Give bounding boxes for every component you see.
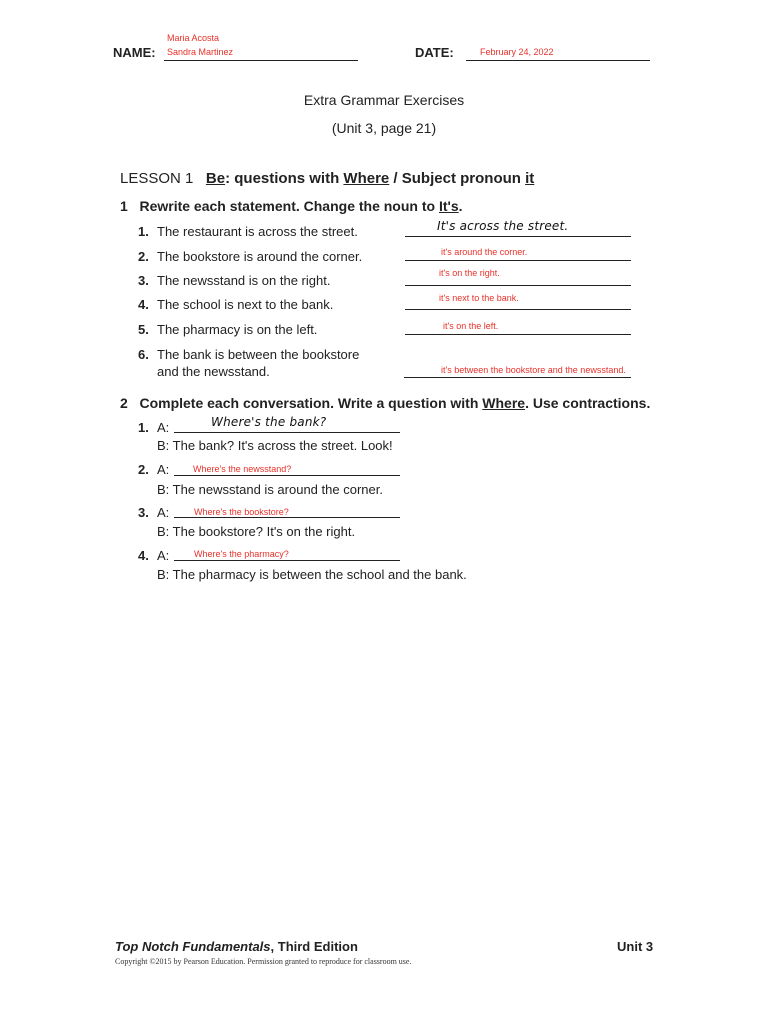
- ex1-item-6-text: The bank is between the bookstore: [157, 347, 360, 362]
- ex1-item-5-answer: it's on the left.: [443, 321, 499, 331]
- exercise-1-number: 1: [120, 198, 128, 214]
- ex1-item-1-line: [405, 236, 631, 237]
- footer-copyright: Copyright ©2015 by Pearson Education. Permission granted to reproduce for classroom use.: [115, 957, 412, 966]
- ex2-item-3-num: 3.: [138, 505, 149, 520]
- name-value-1: Maria Acosta: [167, 33, 220, 43]
- lesson-it: it: [525, 170, 535, 187]
- lesson-where: Where: [343, 170, 390, 187]
- ex2-item-2-num: 2.: [138, 462, 149, 477]
- ex1-item-3-text: The newsstand is on the right.: [157, 273, 331, 288]
- ex1-item-2-answer: it's around the corner.: [441, 247, 528, 257]
- ex1-item-3-num: 3.: [138, 273, 149, 288]
- ex2-item-1-a-answer: Where's the bank?: [211, 415, 327, 429]
- ex1-item-5: [138, 322, 317, 337]
- footer-edition: , Third Edition: [270, 939, 358, 954]
- ex1-item-6-line: [404, 377, 631, 378]
- ex1-item-5-num: 5.: [138, 322, 149, 337]
- ex2-item-1-num: 1.: [138, 420, 149, 435]
- exercise-2-where: Where: [482, 395, 526, 411]
- ex1-item-4-line: [405, 309, 631, 310]
- ex1-item-2-text: The bookstore is around the corner.: [157, 249, 363, 264]
- exercise-2-text: Complete each conversation. Write a question with: [139, 395, 483, 411]
- ex2-item-3-a-answer: Where's the bookstore?: [194, 507, 289, 517]
- ex2-item-2-b: B: The newsstand is around the corner.: [157, 482, 383, 497]
- ex1-item-3-line: [405, 285, 631, 286]
- ex1-item-6: [138, 347, 359, 362]
- ex1-item-6-answer: it's between the bookstore and the newsstand.: [441, 365, 626, 375]
- ex2-item-2-a: [138, 462, 169, 477]
- date-line: [466, 60, 650, 61]
- ex2-item-1-line: [174, 432, 400, 433]
- ex1-item-2: [138, 249, 362, 264]
- page-title: Extra Grammar Exercises: [303, 92, 465, 108]
- ex2-item-1-a: [138, 420, 169, 435]
- footer-unit: Unit 3: [617, 939, 654, 954]
- ex2-item-3-a-label: A:: [157, 505, 170, 520]
- ex2-item-4-line: [174, 560, 400, 561]
- ex2-item-4-num: 4.: [138, 548, 149, 563]
- ex2-item-3-a: [138, 505, 169, 520]
- footer-book-name: Top Notch Fundamentals: [115, 939, 271, 954]
- ex1-item-2-line: [405, 260, 631, 261]
- name-line: [164, 60, 358, 61]
- ex1-item-1-text: The restaurant is across the street.: [157, 224, 358, 239]
- ex2-item-3-line: [174, 517, 400, 518]
- date-value: February 24, 2022: [480, 47, 554, 57]
- ex1-item-5-text: The pharmacy is on the left.: [157, 322, 318, 337]
- ex2-item-1-a-label: A:: [157, 420, 170, 435]
- page-subtitle: (Unit 3, page 21): [331, 120, 437, 136]
- ex1-item-4-answer: it's next to the bank.: [439, 293, 519, 303]
- date-label: DATE:: [415, 45, 454, 60]
- ex2-item-1-b: B: The bank? It's across the street. Look!: [157, 438, 393, 453]
- ex2-item-4-a: [138, 548, 169, 563]
- lesson-be: Be: [205, 170, 226, 187]
- ex2-item-4-a-label: A:: [157, 548, 170, 563]
- exercise-1-period: .: [458, 198, 463, 214]
- ex2-item-2-a-label: A:: [157, 462, 170, 477]
- ex1-item-5-line: [405, 334, 631, 335]
- ex2-item-2-a-answer: Where's the newsstand?: [193, 464, 292, 474]
- ex1-item-2-num: 2.: [138, 249, 149, 264]
- ex1-item-1: [138, 224, 358, 239]
- ex1-item-6-text-line2: and the newsstand.: [157, 364, 270, 379]
- name-value-2: Sandra Martinez: [167, 47, 234, 57]
- ex2-item-3-b: B: The bookstore? It's on the right.: [157, 524, 356, 539]
- ex2-item-2-line: [174, 475, 400, 476]
- name-label: NAME:: [113, 45, 156, 60]
- ex1-item-6-num: 6.: [138, 347, 149, 362]
- lesson-heading: [120, 170, 534, 187]
- exercise-2-number: 2: [120, 395, 128, 411]
- ex1-item-4-num: 4.: [138, 297, 149, 312]
- ex1-item-3-answer: it's on the right.: [439, 268, 500, 278]
- lesson-mid: : questions with: [225, 170, 344, 187]
- lesson-mid2: / Subject pronoun: [389, 170, 526, 187]
- exercise-1-instruction: [120, 198, 463, 214]
- ex1-item-3: [138, 273, 330, 288]
- exercise-2-text-end: . Use contractions.: [525, 395, 651, 411]
- ex1-item-4: [138, 297, 333, 312]
- exercise-1-its: It's: [438, 198, 459, 214]
- ex2-item-4-a-answer: Where's the pharmacy?: [194, 549, 289, 559]
- lesson-prefix: LESSON 1: [120, 170, 194, 187]
- exercise-2-instruction: [120, 395, 650, 411]
- ex2-item-4-b: B: The pharmacy is between the school and the bank.: [157, 567, 467, 582]
- exercise-1-text: Rewrite each statement. Change the noun to: [139, 198, 439, 214]
- ex1-item-4-text: The school is next to the bank.: [157, 297, 334, 312]
- ex1-item-1-num: 1.: [138, 224, 149, 239]
- ex1-item-1-answer: It's across the street.: [437, 219, 569, 233]
- footer-book-title: [115, 939, 358, 954]
